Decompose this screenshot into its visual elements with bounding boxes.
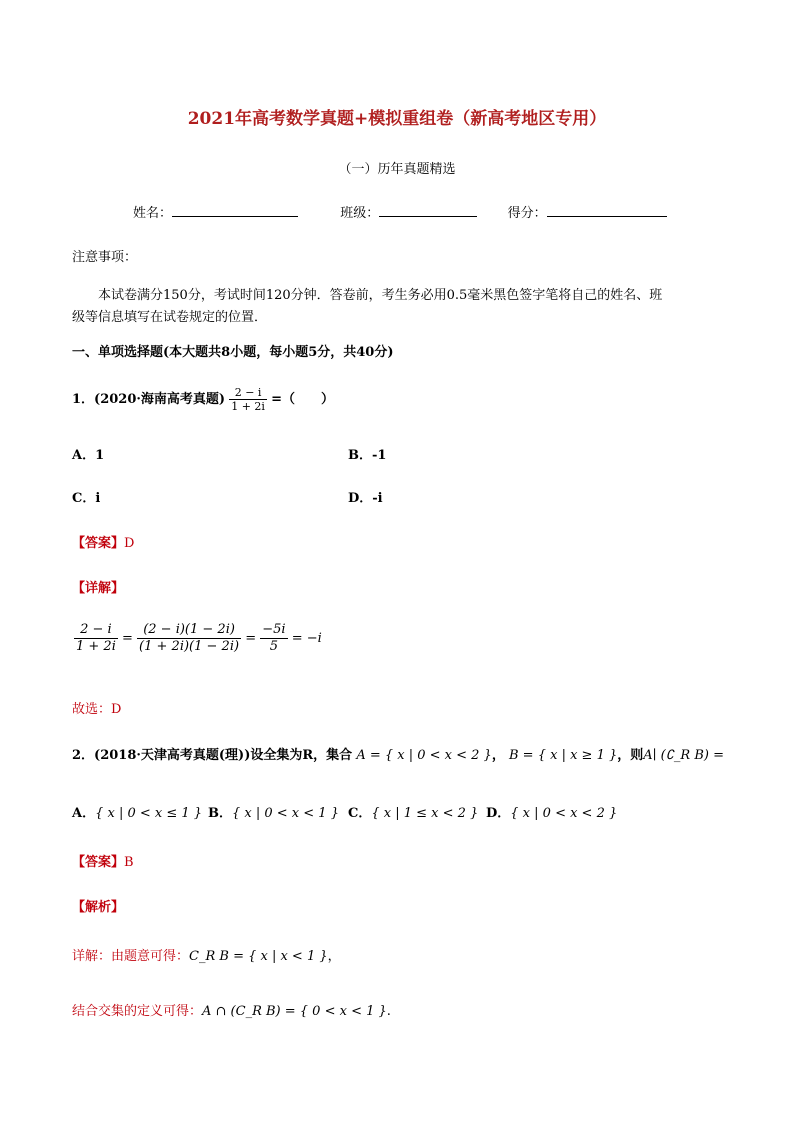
solution-result: = −i xyxy=(291,631,322,646)
q2-option-c-label: C． xyxy=(348,806,372,821)
score-blank[interactable] xyxy=(547,204,667,217)
q2-option-d xyxy=(486,802,617,821)
page-subtitle: （一）历年真题精选 xyxy=(338,162,456,177)
q2-option-c-set: { x | 1 ≤ x < 2 } xyxy=(371,806,479,821)
solution-fraction-3-den: 5 xyxy=(269,639,279,654)
question-2 xyxy=(72,744,724,763)
class-label: 班级： xyxy=(340,206,380,221)
q2-detail-math: C_R B = { x | x < 1 } xyxy=(189,949,328,964)
question-1-suffix: =（ ） xyxy=(271,392,334,407)
solution-equals-2: = xyxy=(245,631,257,646)
q2-option-d-set: { x | 0 < x < 2 } xyxy=(510,806,618,821)
solution-fraction-1-den: 1 + 2i xyxy=(76,639,116,654)
question-2-prefix: 2．(2018·天津高考真题(理))设全集为R，集合 xyxy=(72,748,353,763)
q2-option-b-set: { x | 0 < x < 1 } xyxy=(232,806,339,821)
q1-answer xyxy=(72,532,134,551)
q2-detail-prefix: 详解：由题意可得： xyxy=(72,949,190,964)
q1-detail-label: 【详解】 xyxy=(72,581,125,596)
q1-choice-label: 故选： xyxy=(72,702,112,717)
notes-body-line2: 级等信息填写在试卷规定的位置． xyxy=(72,310,268,325)
question-1-fraction xyxy=(229,386,267,413)
q2-option-a xyxy=(72,802,202,821)
name-blank[interactable] xyxy=(172,204,298,217)
q2-option-a-set: { x | 0 < x ≤ 1 } xyxy=(95,806,203,821)
notes-body-line1: 本试卷满分150分，考试时间120分钟．答卷前，考生务必用0.5毫米黑色签字笔将自己的姓名、班 xyxy=(98,288,663,303)
q1-choice-value: D xyxy=(111,702,122,717)
page-title: 2021年高考数学真题+模拟重组卷（新高考地区专用） xyxy=(187,109,607,129)
name-field[interactable] xyxy=(133,202,298,221)
solution-fraction-1-num: 2 − i xyxy=(74,622,118,639)
q2-detail-suffix: ， xyxy=(327,949,341,964)
q1-option-b: B．-1 xyxy=(348,448,387,463)
q2-conclusion-math: A ∩ (C_R B) = { 0 < x < 1 } xyxy=(202,1004,387,1019)
solution-equals-1: = xyxy=(122,631,133,646)
solution-fraction-2-den: (1 + 2i)(1 − 2i) xyxy=(139,639,240,654)
question-2-comma: ， xyxy=(491,748,505,763)
solution-fraction-3 xyxy=(260,622,287,655)
solution-fraction-3-num: −5i xyxy=(262,622,286,637)
fraction-numerator: 2 − i xyxy=(229,386,267,400)
q1-answer-label: 【答案】 xyxy=(72,536,125,551)
q2-option-b-label: B． xyxy=(208,806,232,821)
set-b: B = { x | x ≥ 1 } xyxy=(509,748,618,763)
q1-choice xyxy=(72,698,121,717)
q1-option-a: A．1 xyxy=(72,448,105,463)
set-a: A = { x | 0 < x < 2 } xyxy=(356,748,492,763)
q2-detail xyxy=(72,945,341,964)
score-field[interactable] xyxy=(508,202,667,221)
solution-fraction-2 xyxy=(137,622,241,655)
solution-fraction-2-num: (2 − i)(1 − 2i) xyxy=(137,622,241,639)
q2-option-b xyxy=(208,802,339,821)
q2-answer xyxy=(72,851,134,870)
question-2-expression: A∣ (∁_R B) = xyxy=(643,748,724,763)
q2-conclusion xyxy=(72,1000,391,1019)
notes-heading: 注意事项： xyxy=(72,250,138,265)
q1-option-d: D．-i xyxy=(348,491,383,506)
q1-solution xyxy=(74,622,322,655)
section-heading: 一、单项选择题(本大题共8小题，每小题5分，共40分) xyxy=(72,345,394,360)
q2-option-d-label: D． xyxy=(486,806,511,821)
score-label: 得分： xyxy=(507,206,547,221)
name-label: 姓名： xyxy=(133,206,173,221)
q1-answer-value: D xyxy=(124,536,135,551)
question-1-prefix: 1．(2020·海南高考真题) xyxy=(72,392,226,407)
q2-conclusion-prefix: 结合交集的定义可得： xyxy=(72,1004,203,1019)
fraction-denominator: 1 + 2i xyxy=(231,400,265,413)
q1-option-c: C．i xyxy=(72,491,101,506)
q2-option-a-label: A． xyxy=(72,806,96,821)
q2-analysis-label: 【解析】 xyxy=(72,900,125,915)
solution-fraction-1 xyxy=(74,622,118,655)
question-1 xyxy=(72,386,334,413)
student-info-fields xyxy=(133,202,667,221)
class-blank[interactable] xyxy=(379,204,477,217)
q2-answer-label: 【答案】 xyxy=(72,855,125,870)
class-field[interactable] xyxy=(340,202,477,221)
q2-conclusion-suffix: . xyxy=(386,1004,391,1019)
q2-answer-value: B xyxy=(124,855,134,870)
q2-option-c xyxy=(348,802,478,821)
question-2-then: ，则 xyxy=(617,748,644,763)
